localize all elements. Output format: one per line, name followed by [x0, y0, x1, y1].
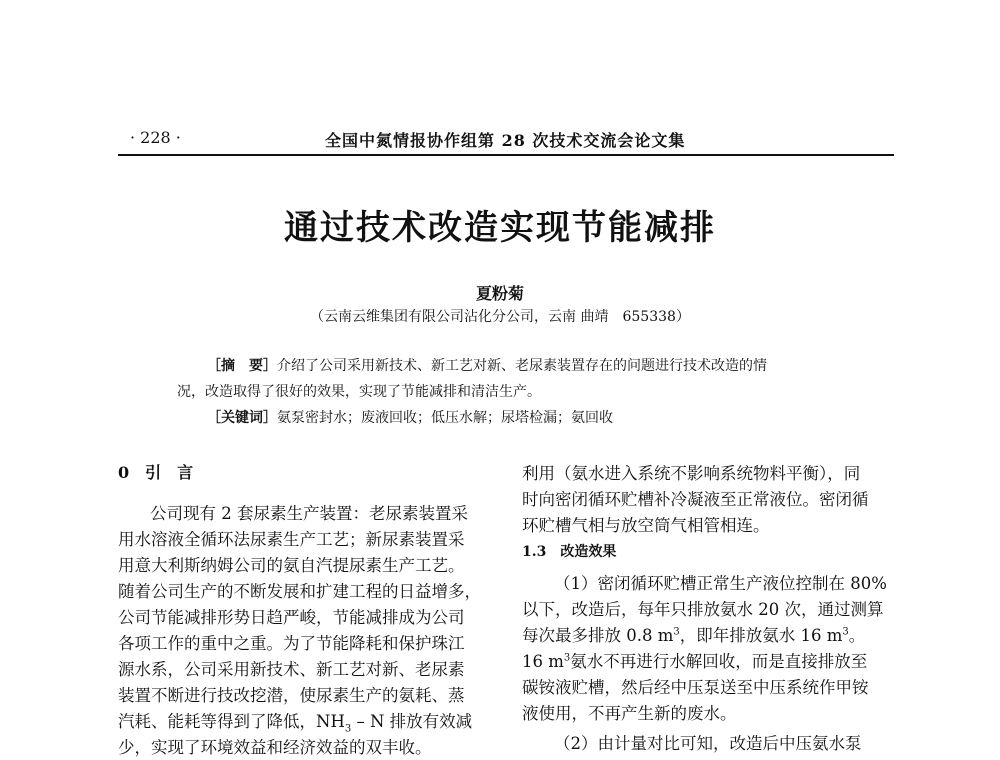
- superscript-3: 3: [673, 626, 680, 638]
- right-line: 时向密闭循环贮槽补冷凝液至正常液位。密闭循: [522, 490, 869, 509]
- abstract-line-2: 况，改造取得了很好的效果，实现了节能减排和清洁生产。: [177, 384, 541, 400]
- page-number: · 228 ·: [130, 128, 181, 147]
- text-span: 。: [848, 626, 866, 645]
- abstract-label: ［摘 要］: [207, 358, 277, 374]
- subscript-3: 3: [344, 723, 352, 735]
- abstract-text-1: 介绍了公司采用新技术、新工艺对新、老尿素装置存在的问题进行技术改造的情: [277, 358, 767, 374]
- text-span: ，即年排放氨水 16 m: [679, 626, 843, 645]
- intro-line: 装置不断进行技改挖潜，使尿素生产的氨耗、蒸: [118, 686, 465, 705]
- right-line: 液使用，不再产生新的废水。: [522, 704, 737, 723]
- right-line: 环贮槽气相与放空筒气相管相连。: [522, 516, 770, 535]
- right-line: 碳铵液贮槽，然后经中压泵送至中压系统作甲铵: [522, 678, 869, 697]
- intro-line: 源水系，公司采用新技术、新工艺对新、老尿素: [118, 660, 465, 679]
- intro-line: 少，实现了环境效益和经济效益的双丰收。: [118, 738, 432, 757]
- keywords-line: [207, 407, 613, 427]
- text-span: 16 m: [522, 652, 564, 671]
- intro-line-9-pre: 汽耗、能耗等得到了降低，NH: [118, 712, 345, 731]
- intro-line: 公司节能减排形势日趋严峻，节能减排成为公司: [118, 608, 465, 627]
- intro-line: 用水溶液全循环法尿素生产工艺；新尿素装置采: [118, 530, 465, 549]
- subsection-heading-effect: 1.3 改造效果: [522, 544, 617, 560]
- author-name: 夏粉菊: [475, 284, 524, 303]
- right-line: （2）由计量对比可知，改造后中压氨水泵: [554, 734, 862, 753]
- right-line: 以下，改造后，每年只排放氨水 20 次，通过测算: [522, 600, 884, 619]
- superscript-3: 3: [842, 626, 849, 638]
- intro-line-9-post: – N 排放有效减: [351, 712, 473, 731]
- abstract-line-1: [207, 355, 767, 375]
- header-divider: [118, 154, 894, 156]
- text-span: 氨水不再进行水解回收，而是直接排放至: [570, 652, 868, 671]
- keywords-text: 氨泵密封水；废液回收；低压水解；尿塔检漏；氨回收: [277, 410, 613, 426]
- right-line: [522, 648, 867, 672]
- author-affiliation: （云南云维集团有限公司沾化分公司，云南 曲靖 655338）: [310, 309, 690, 325]
- running-header-title: 全国中氮情报协作组第 28 次技术交流会论文集: [325, 131, 686, 150]
- intro-line: 用意大利斯纳姆公司的氨自汽提尿素生产工艺。: [118, 556, 465, 575]
- intro-line: 公司现有 2 套尿素生产装置：老尿素装置采: [150, 504, 468, 523]
- right-line: （1）密闭循环贮槽正常生产液位控制在 80%: [554, 574, 887, 593]
- intro-line: 随着公司生产的不断发展和扩建工程的日益增多，: [118, 582, 481, 601]
- text-span: 每次最多排放 0.8 m: [522, 626, 674, 645]
- article-title: 通过技术改造实现节能减排: [284, 208, 716, 248]
- section-heading-intro: 0 引 言: [118, 463, 194, 482]
- keywords-label: ［关键词］: [207, 410, 277, 426]
- intro-line: [118, 708, 472, 734]
- right-line: 利用（氨水进入系统不影响系统物料平衡），同: [522, 464, 861, 483]
- right-line: [522, 622, 865, 646]
- intro-line: 各项工作的重中之重。为了节能降耗和保护珠江: [118, 634, 465, 653]
- superscript-3: 3: [563, 652, 571, 664]
